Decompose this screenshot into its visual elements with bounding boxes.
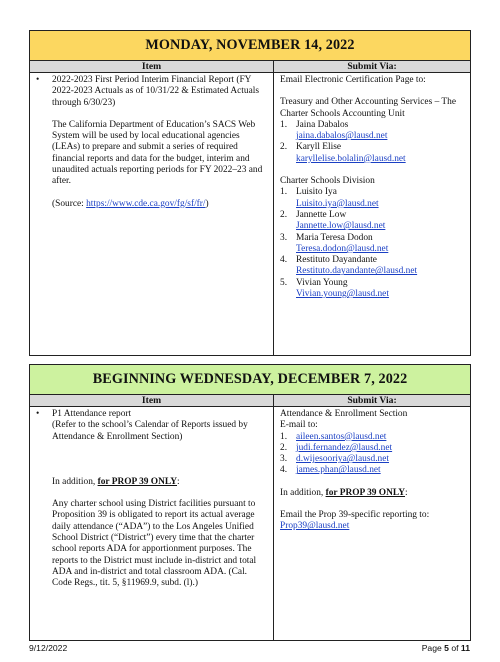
date-banner-text: BEGINNING WEDNESDAY, DECEMBER 7, 2022 bbox=[92, 370, 408, 387]
date-banner bbox=[30, 31, 471, 61]
contact-email-link[interactable]: Teresa.dodon@lausd.net bbox=[296, 243, 389, 254]
column-header-submit: Submit Via: bbox=[274, 61, 471, 73]
item-source bbox=[52, 199, 269, 210]
prop39-heading bbox=[280, 488, 466, 499]
contact-body bbox=[296, 187, 379, 210]
contact-body bbox=[296, 120, 387, 143]
item-cell bbox=[30, 73, 274, 356]
list-number: 1. bbox=[280, 119, 288, 130]
list-number: 2. bbox=[280, 142, 288, 153]
list-number: 4. bbox=[280, 465, 288, 476]
schedule-table-nov14 bbox=[29, 30, 471, 356]
contact-item bbox=[280, 142, 466, 165]
contact-list-charter bbox=[280, 187, 466, 300]
contact-email-link[interactable]: Restituto.dayandante@lausd.net bbox=[296, 266, 418, 277]
addition-suffix: : bbox=[177, 476, 180, 487]
list-number: 3. bbox=[280, 454, 288, 465]
bullet-icon: • bbox=[36, 409, 40, 419]
source-link[interactable]: https://www.cde.ca.gov/fg/sf/fr/ bbox=[86, 198, 206, 209]
contact-body bbox=[296, 454, 389, 465]
contact-email-link[interactable]: Luisito.iya@lausd.net bbox=[296, 198, 379, 209]
contact-body bbox=[296, 210, 385, 233]
list-number: 2. bbox=[280, 442, 288, 453]
source-prefix: (Source: bbox=[52, 198, 87, 209]
email-list bbox=[280, 432, 466, 477]
contact-body bbox=[296, 233, 388, 256]
submit-cell bbox=[274, 73, 471, 356]
contact-item bbox=[280, 443, 466, 454]
date-banner-text: MONDAY, NOVEMBER 14, 2022 bbox=[145, 36, 355, 53]
list-number: 1. bbox=[280, 431, 288, 442]
contact-email-link[interactable]: Jannette.low@lausd.net bbox=[296, 221, 386, 232]
contact-name: Jaina Dabalos bbox=[296, 119, 349, 130]
contact-body bbox=[296, 255, 417, 278]
item-title: 2022-2023 First Period Interim Financial Report (FY 2022-2023 Actuals as of 10/31/22 & Estimated Actuals through 6/30/23) bbox=[52, 75, 260, 108]
contact-item bbox=[280, 454, 466, 465]
contact-email-link[interactable]: d.wijesooriya@lausd.net bbox=[296, 454, 389, 465]
prop39-instruction: Email the Prop 39-specific reporting to: bbox=[280, 510, 430, 521]
item-title: P1 Attendance report bbox=[52, 409, 132, 419]
bullet-item bbox=[36, 409, 269, 420]
addition-suffix: : bbox=[405, 487, 408, 498]
schedule-table-dec7 bbox=[29, 364, 471, 641]
prop39-email-link[interactable]: Prop39@lausd.net bbox=[280, 521, 350, 532]
addition-prefix: In addition, bbox=[280, 487, 326, 498]
addition-prefix: In addition, bbox=[52, 476, 98, 487]
source-suffix: ) bbox=[205, 198, 209, 209]
page-word: Page bbox=[421, 643, 445, 653]
group-title-charter: Charter Schools Division bbox=[280, 176, 375, 187]
column-header-item: Item bbox=[30, 61, 274, 73]
addition-bold: for PROP 39 ONLY bbox=[97, 476, 178, 487]
item-description: The California Department of Education’s SACS Web System will be used by local educational agencies (LEAs) to prepare and submit a series of required financial reports and data for the budget, interim and unaudited actuals reporting periods for FY 2022–23 and after. bbox=[52, 119, 263, 187]
contact-item bbox=[280, 210, 466, 233]
contact-item bbox=[280, 465, 466, 476]
submit-cell bbox=[274, 407, 471, 641]
item-note: (Refer to the school’s Calendar of Reports issued by Attendance & Enrollment Section) bbox=[52, 420, 248, 442]
column-header-submit: Submit Via: bbox=[274, 395, 471, 407]
contact-body bbox=[296, 278, 389, 301]
contact-email-link[interactable]: james.phan@lausd.net bbox=[296, 465, 381, 476]
contact-email-link[interactable]: aileen.santos@lausd.net bbox=[296, 431, 387, 442]
date-banner bbox=[30, 365, 471, 395]
contact-body bbox=[296, 465, 381, 476]
contact-list-treasury bbox=[280, 120, 466, 165]
contact-item bbox=[280, 432, 466, 443]
contact-email-link[interactable]: jaina.dabalos@lausd.net bbox=[296, 131, 388, 142]
list-number: 3. bbox=[280, 232, 288, 243]
list-number: 2. bbox=[280, 209, 288, 220]
contact-email-link[interactable]: Vivian.young@lausd.net bbox=[296, 289, 389, 300]
prop39-description: Any charter school using District facilities pursuant to Proposition 39 is obligated to report its actual average daily attendance (“ADA”) to the Los Angeles Unified School District (“District”) every time that the charter school reports ADA for apportionment purposes. The reports to the District must include in-district and total ADA and in-district and total classroom ADA. (Cal. Code Regs., tit. 5, §11969.9, subd. (l).) bbox=[52, 499, 257, 589]
contact-body bbox=[296, 142, 406, 165]
page-total: 11 bbox=[460, 643, 470, 653]
list-number: 4. bbox=[280, 255, 288, 266]
page-of: of bbox=[448, 643, 461, 653]
addition-bold: for PROP 39 ONLY bbox=[325, 487, 406, 498]
prop39-heading bbox=[52, 477, 269, 488]
page-number bbox=[422, 643, 470, 654]
submit-intro: Email Electronic Certification Page to: bbox=[280, 75, 426, 85]
contact-email-link[interactable]: judi.fernandez@lausd.net bbox=[296, 442, 393, 453]
page-current: 5 bbox=[444, 643, 449, 653]
contact-name: Luisito Iya bbox=[296, 187, 337, 198]
submit-section-name: Attendance & Enrollment Section bbox=[280, 409, 408, 419]
contact-body bbox=[296, 443, 392, 454]
item-cell bbox=[30, 407, 274, 641]
contact-email-link[interactable]: karyllelise.bolalin@lausd.net bbox=[296, 153, 406, 164]
contact-item bbox=[280, 187, 466, 210]
contact-name: Vivian Young bbox=[296, 277, 348, 288]
page-footer bbox=[29, 643, 470, 654]
contact-item bbox=[280, 120, 466, 143]
list-number: 1. bbox=[280, 187, 288, 198]
contact-item bbox=[280, 278, 466, 301]
list-number: 5. bbox=[280, 277, 288, 288]
bullet-item bbox=[36, 75, 269, 109]
contact-name: Karyll Elise bbox=[296, 142, 342, 153]
contact-body bbox=[296, 432, 386, 443]
contact-item bbox=[280, 255, 466, 278]
footer-date: 9/12/2022 bbox=[29, 643, 68, 653]
contact-item bbox=[280, 233, 466, 256]
submit-email-label: E-mail to: bbox=[280, 420, 318, 431]
contact-name: Maria Teresa Dodon bbox=[296, 232, 373, 243]
bullet-icon: • bbox=[36, 75, 40, 85]
group-title-treasury: Treasury and Other Accounting Services – The Charter Schools Accounting Unit bbox=[280, 97, 457, 119]
column-header-item: Item bbox=[30, 395, 274, 407]
contact-name: Restituto Dayandante bbox=[296, 255, 377, 266]
contact-name: Jannette Low bbox=[296, 209, 347, 220]
